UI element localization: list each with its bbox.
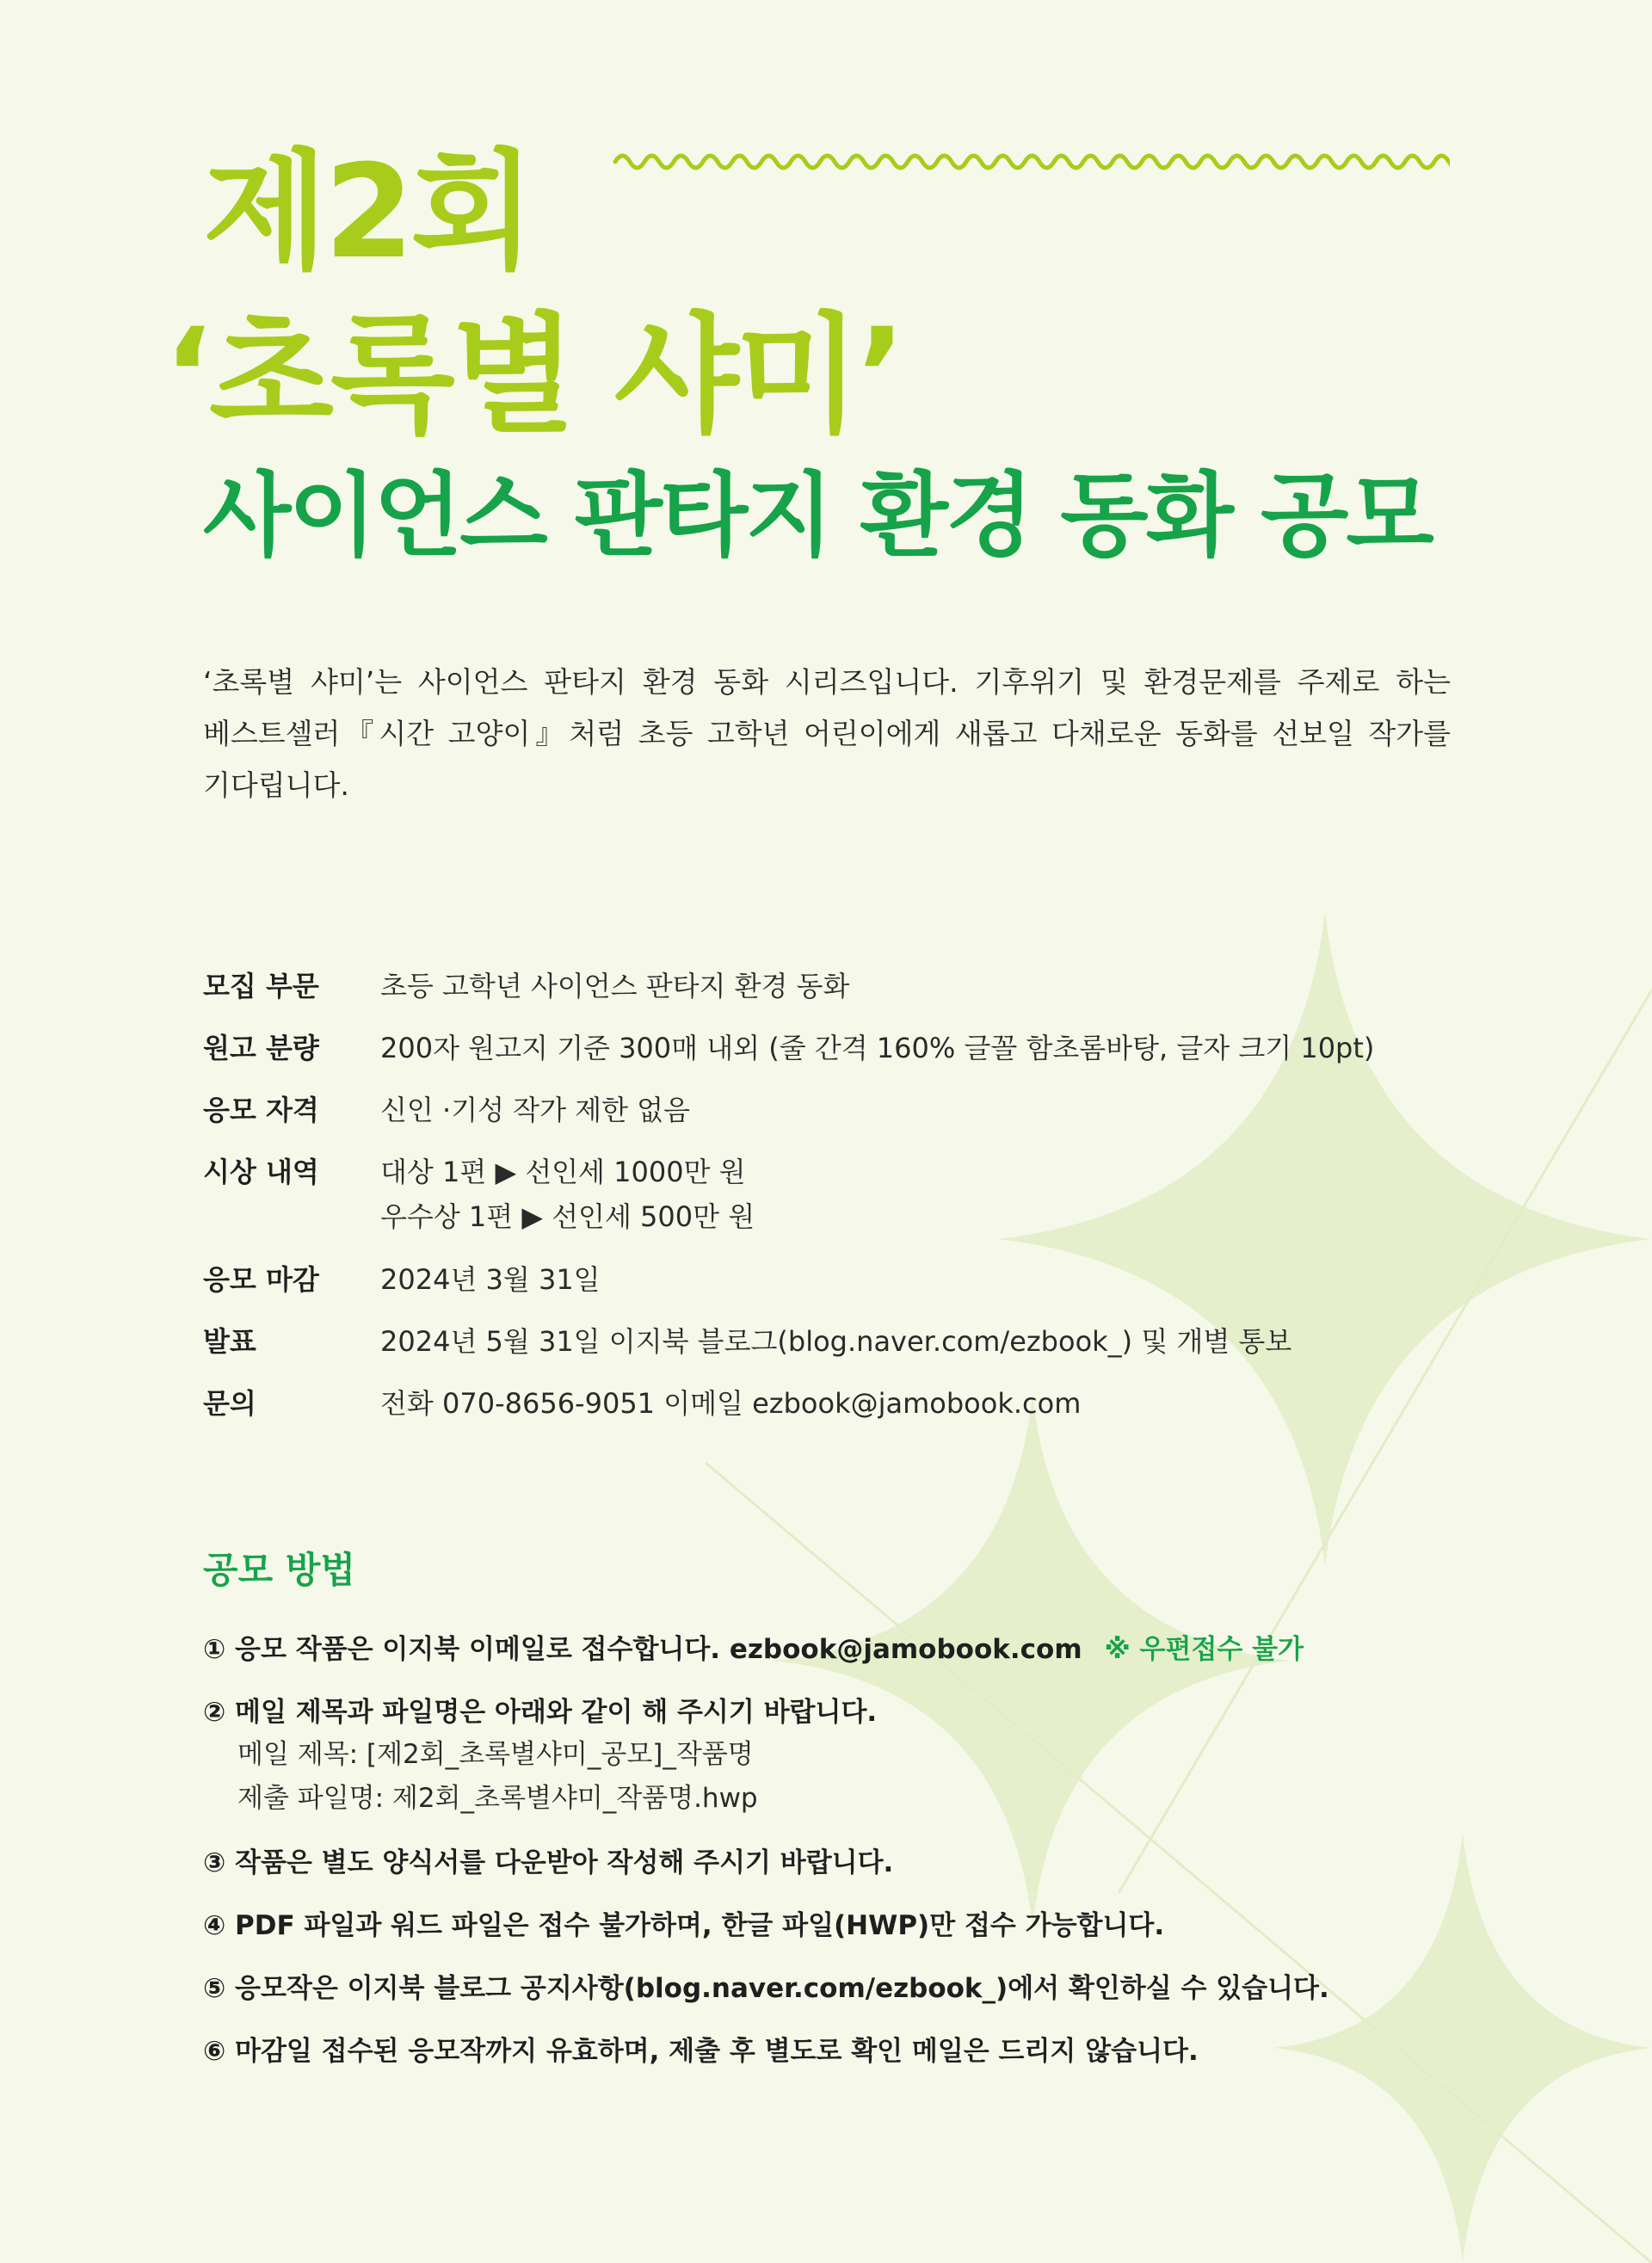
info-value	[380, 1088, 690, 1132]
method-sub-line: 메일 제목: [제2회_초록별샤미_공모]_작품명	[237, 1739, 754, 1770]
info-row-announcement	[203, 1319, 1451, 1381]
poster-title-line1: 제2회	[203, 138, 533, 287]
info-value	[380, 1257, 601, 1302]
info-label: 응모 자격	[203, 1094, 319, 1126]
info-value	[380, 1319, 1291, 1364]
info-value-line: 200자 원고지 기준 300매 내외 (줄 간격 160% 글꼴 함초롬바탕, 글자 크기 10pt)	[380, 1032, 1375, 1064]
method-item-label: ④ PDF 파일과 워드 파일은 접수 불가하며, 한글 파일(HWP)만 접수 가능합니다.	[203, 1910, 1165, 1941]
info-value-line: 우수상 1편 ▶ 선인세 500만 원	[380, 1200, 755, 1233]
info-value-line: 전화 070-8656-9051 이메일 ezbook@jamobook.com	[380, 1387, 1082, 1420]
info-row-contact	[203, 1381, 1451, 1443]
info-value	[380, 1026, 1374, 1070]
method-item-label: ⑤ 응모작은 이지북 블로그 공지사항(blog.naver.com/ezbook_)에서 확인하실 수 있습니다.	[203, 1973, 1329, 2004]
info-row-length	[203, 1026, 1451, 1088]
methods-list	[203, 1629, 1494, 2093]
info-value-line: 2024년 5월 31일 이지북 블로그(blog.naver.com/ezbook_) 및 개별 통보	[380, 1325, 1292, 1358]
info-row-prizes	[203, 1150, 1451, 1257]
info-value	[380, 964, 849, 1008]
info-row-deadline	[203, 1257, 1451, 1319]
info-table	[203, 964, 1451, 1443]
method-item	[203, 1968, 1494, 2009]
method-item	[203, 1905, 1494, 1946]
methods-heading: 공모 방법	[203, 1549, 355, 1591]
info-label: 모집 부문	[203, 970, 319, 1002]
info-value	[380, 1381, 1081, 1426]
info-value	[380, 1150, 755, 1239]
info-label: 문의	[203, 1387, 256, 1420]
wavy-line-decoration	[611, 145, 1450, 179]
info-value-line: 신인 ·기성 작가 제한 없음	[380, 1094, 690, 1126]
method-item	[203, 1842, 1494, 1884]
method-sub-line: 제출 파일명: 제2회_초록별샤미_작품명.hwp	[237, 1783, 758, 1814]
poster-title-line2: ‘초록별 샤미’	[163, 301, 903, 451]
method-item	[203, 2031, 1494, 2072]
method-item	[203, 1629, 1494, 1670]
info-label: 원고 분량	[203, 1032, 319, 1064]
postal-note: ※ 우편접수 불가	[1104, 1634, 1304, 1665]
info-value-line: 초등 고학년 사이언스 판타지 환경 동화	[380, 970, 850, 1002]
info-label: 응모 마감	[203, 1263, 319, 1296]
method-item-label: ⑥ 마감일 접수된 응모작까지 유효하며, 제출 후 별도로 확인 메일은 드리지 않습니다.	[203, 2036, 1199, 2067]
poster-subtitle: 사이언스 판타지 환경 동화 공모	[203, 463, 1432, 569]
method-item-text	[203, 1629, 1494, 1670]
method-item	[203, 1692, 1494, 1821]
info-row-category	[203, 964, 1451, 1026]
method-item-label: ① 응모 작품은 이지북 이메일로 접수합니다. ezbook@jamobook.com	[203, 1634, 1082, 1665]
method-item-label: ② 메일 제목과 파일명은 아래와 같이 해 주시기 바랍니다.	[203, 1697, 878, 1728]
info-label: 시상 내역	[203, 1156, 319, 1188]
info-row-eligibility	[203, 1088, 1451, 1150]
intro-paragraph: ‘초록별 샤미’는 사이언스 판타지 환경 동화 시리즈입니다. 기후위기 및 환경문제를 주제로 하는 베스트셀러『시간 고양이』처럼 초등 고학년 어린이에게 새롭고 다채로운 동화를 선보일 작가를 기다립니다.	[203, 665, 1451, 802]
info-value-line: 대상 1편 ▶ 선인세 1000만 원	[380, 1156, 746, 1188]
info-label: 발표	[203, 1325, 256, 1358]
info-value-line: 2024년 3월 31일	[380, 1263, 601, 1296]
method-item-label: ③ 작품은 별도 양식서를 다운받아 작성해 주시기 바랍니다.	[203, 1847, 894, 1878]
